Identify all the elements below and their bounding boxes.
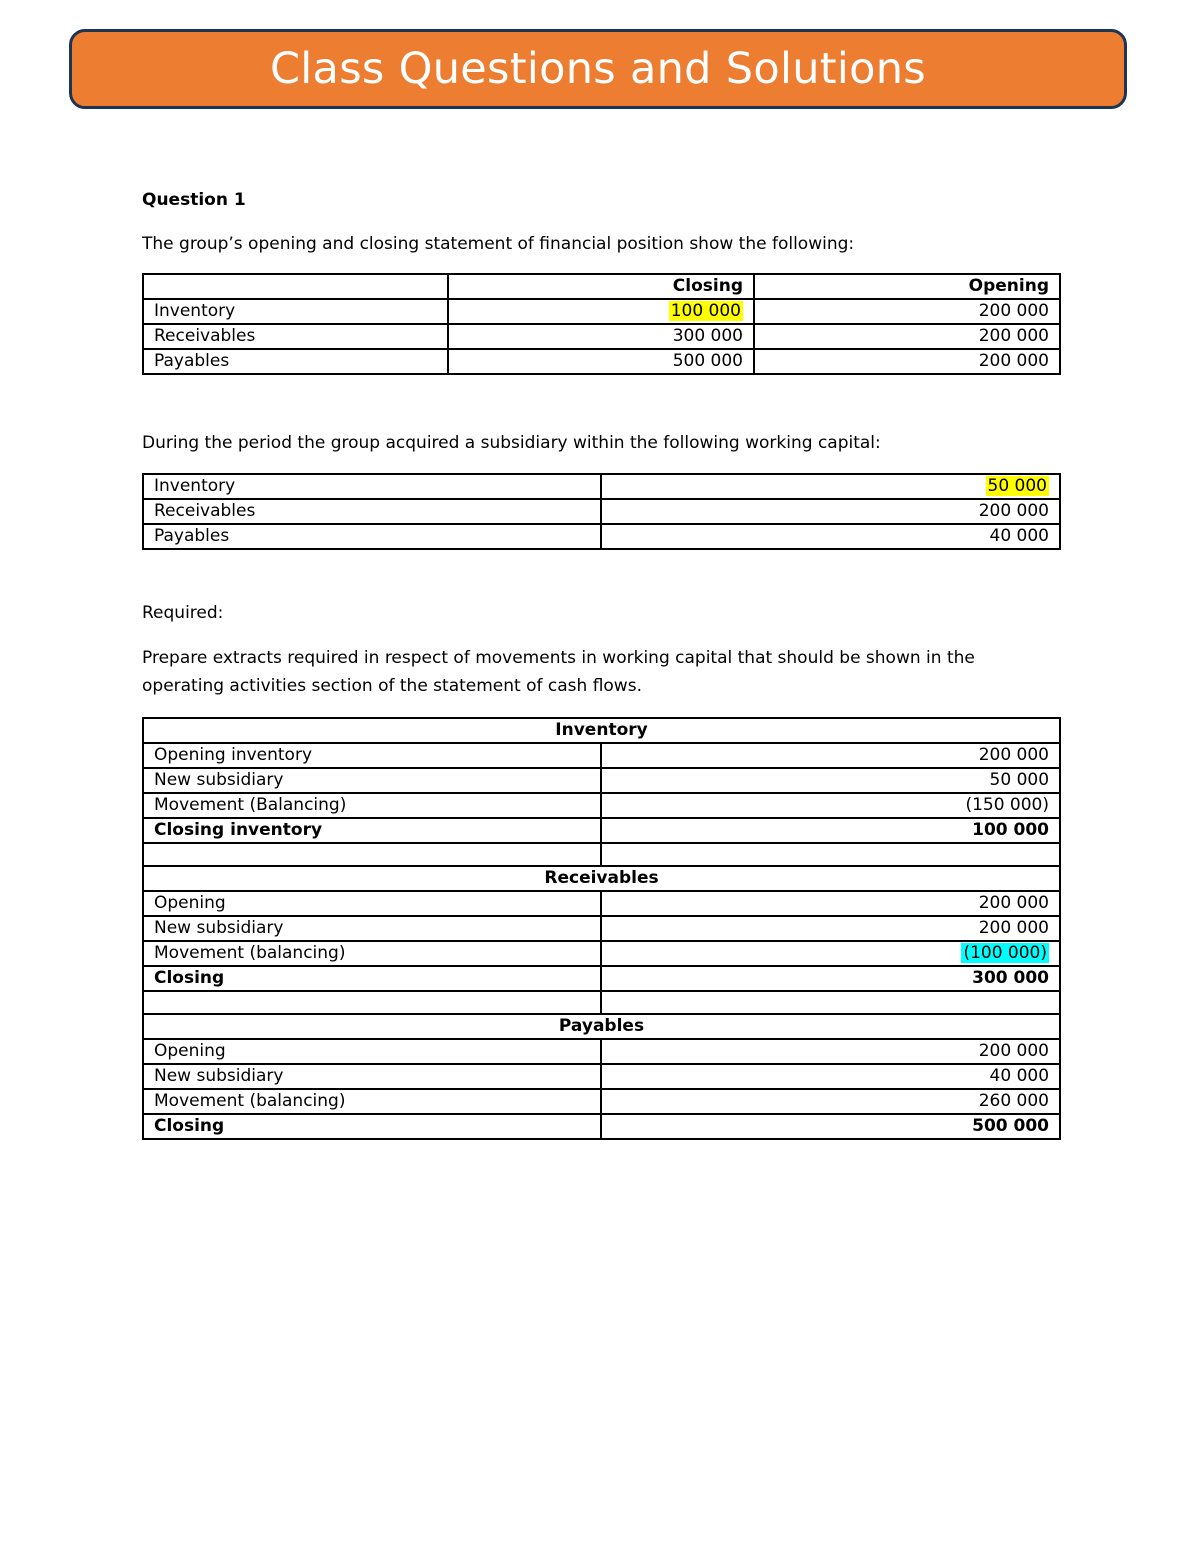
empty-cell [143, 843, 601, 866]
row-label: Opening [143, 891, 601, 916]
value-cell: 200 000 [601, 891, 1060, 916]
page-title: Class Questions and Solutions [269, 44, 927, 94]
table-row [143, 793, 1060, 818]
value-cell: 50 000 [601, 768, 1060, 793]
spacer-row [143, 991, 1060, 1014]
opening-cell: 200 000 [754, 349, 1060, 374]
opening-cell: 200 000 [754, 299, 1060, 324]
highlighted-value: 100 000 [670, 301, 741, 321]
empty-cell [601, 991, 1060, 1014]
row-label: Opening [143, 1039, 601, 1064]
value-cell: 200 000 [601, 1039, 1060, 1064]
section-title-inventory: Inventory [143, 718, 1060, 743]
row-label: Payables [143, 349, 448, 374]
value-cell: 40 000 [601, 524, 1060, 549]
closing-cell [448, 299, 754, 324]
table-header-row [143, 274, 1060, 299]
section-title-receivables: Receivables [143, 866, 1060, 891]
total-row [143, 966, 1060, 991]
row-label: Receivables [143, 499, 601, 524]
table-row [143, 1064, 1060, 1089]
value-cell: 40 000 [601, 1064, 1060, 1089]
table-row [143, 499, 1060, 524]
table-row [143, 891, 1060, 916]
row-label: Inventory [143, 474, 601, 499]
value-cell: 200 000 [601, 916, 1060, 941]
value-cell: 200 000 [601, 499, 1060, 524]
empty-cell [143, 991, 601, 1014]
table-row [143, 1089, 1060, 1114]
subsidiary-table [142, 473, 1061, 550]
header-blank [143, 274, 448, 299]
row-label: Receivables [143, 324, 448, 349]
table-row [143, 524, 1060, 549]
question-heading: Question 1 [142, 190, 246, 210]
empty-cell [601, 843, 1060, 866]
row-label: Inventory [143, 299, 448, 324]
row-label: Closing inventory [143, 818, 601, 843]
value-cell: (150 000) [601, 793, 1060, 818]
table-row [143, 349, 1060, 374]
total-row [143, 1114, 1060, 1139]
task-line-1: Prepare extracts required in respect of movements in working capital that should be shown in the [142, 648, 975, 668]
table-row [143, 941, 1060, 966]
question-intro: The group’s opening and closing statement of financial position show the following: [142, 234, 855, 254]
title-banner [69, 29, 1127, 109]
section-header-row [143, 866, 1060, 891]
value-cell: 100 000 [601, 818, 1060, 843]
value-cell: 260 000 [601, 1089, 1060, 1114]
row-label: New subsidiary [143, 1064, 601, 1089]
highlighted-value: (100 000) [963, 943, 1048, 963]
position-table [142, 273, 1061, 375]
table-row [143, 324, 1060, 349]
closing-cell: 300 000 [448, 324, 754, 349]
value-cell: 300 000 [601, 966, 1060, 991]
acquisition-text: During the period the group acquired a subsidiary within the following working capital: [142, 433, 881, 453]
value-cell: 200 000 [601, 743, 1060, 768]
table-row [143, 474, 1060, 499]
value-cell [601, 474, 1060, 499]
table-row [143, 768, 1060, 793]
table-row [143, 916, 1060, 941]
row-label: New subsidiary [143, 916, 601, 941]
header-opening: Opening [754, 274, 1060, 299]
section-header-row [143, 718, 1060, 743]
spacer-row [143, 843, 1060, 866]
value-cell: 500 000 [601, 1114, 1060, 1139]
highlighted-value: 50 000 [987, 476, 1047, 496]
section-title-payables: Payables [143, 1014, 1060, 1039]
value-cell [601, 941, 1060, 966]
table-row [143, 743, 1060, 768]
task-line-2: operating activities section of the statement of cash flows. [142, 676, 642, 696]
row-label: New subsidiary [143, 768, 601, 793]
row-label: Closing [143, 1114, 601, 1139]
total-row [143, 818, 1060, 843]
table-row [143, 1039, 1060, 1064]
row-label: Movement (Balancing) [143, 793, 601, 818]
required-label: Required: [142, 603, 224, 623]
row-label: Closing [143, 966, 601, 991]
row-label: Movement (balancing) [143, 1089, 601, 1114]
closing-cell: 500 000 [448, 349, 754, 374]
section-header-row [143, 1014, 1060, 1039]
table-row [143, 299, 1060, 324]
solution-table [142, 717, 1061, 1140]
header-closing: Closing [448, 274, 754, 299]
opening-cell: 200 000 [754, 324, 1060, 349]
row-label: Payables [143, 524, 601, 549]
row-label: Opening inventory [143, 743, 601, 768]
row-label: Movement (balancing) [143, 941, 601, 966]
